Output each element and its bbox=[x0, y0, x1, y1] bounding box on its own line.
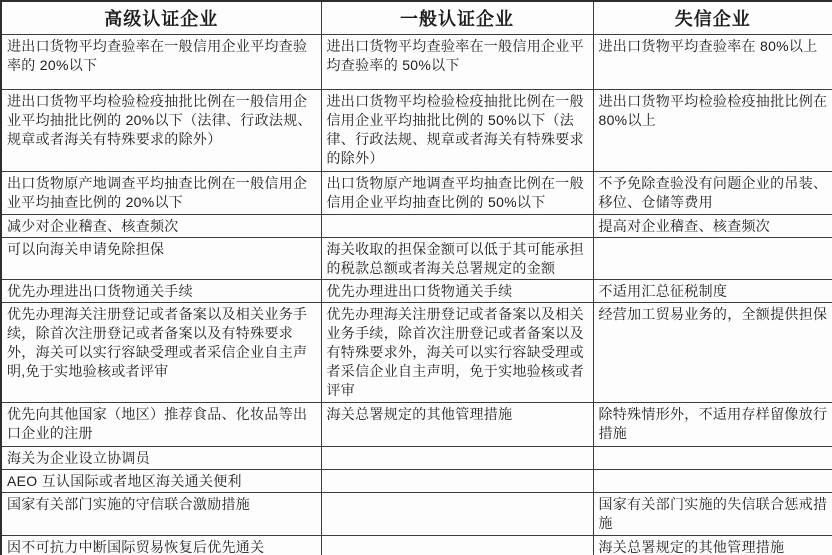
table-cell: 可以向海关申请免除担保 bbox=[1, 237, 321, 279]
table-cell: 因不可抗力中断国际贸易恢复后优先通关 bbox=[1, 535, 321, 555]
table-row bbox=[1, 492, 832, 535]
table-row bbox=[1, 171, 832, 214]
table-cell: 海关总署规定的其他管理措施 bbox=[321, 402, 593, 446]
table-cell: 进出口货物平均查验率在一般信用企业平均查验率的 50%以下 bbox=[321, 34, 593, 89]
table-cell: 海关总署规定的其他管理措施 bbox=[593, 535, 832, 555]
table-cell: 进出口货物平均检验检疫抽批比例在一般信用企业平均抽批比例的 20%以下（法律、行政法规、规章或者海关有特殊要求的除外） bbox=[1, 89, 321, 171]
table-cell: 不予免除查验没有问题企业的吊装、移位、仓储等费用 bbox=[593, 171, 832, 214]
table-cell bbox=[593, 446, 832, 469]
table-cell: 进出口货物平均检验检疫抽批比例在一般信用企业平均抽批比例的 50%以下（法律、行政法规、规章或者海关有特殊要求的除外） bbox=[321, 89, 593, 171]
column-header: 失信企业 bbox=[593, 1, 832, 34]
table-cell bbox=[321, 535, 593, 555]
table-cell: 进出口货物平均查验率在一般信用企业平均查验率的 20%以下 bbox=[1, 34, 321, 89]
table-cell: AEO 互认国际或者地区海关通关便利 bbox=[1, 469, 321, 492]
table-row bbox=[1, 214, 832, 237]
table-row bbox=[1, 535, 832, 555]
table-body bbox=[1, 34, 832, 555]
table-cell: 国家有关部门实施的守信联合激励措施 bbox=[1, 492, 321, 535]
table-cell: 海关为企业设立协调员 bbox=[1, 446, 321, 469]
table-cell: 经营加工贸易业务的，全额提供担保 bbox=[593, 302, 832, 402]
table-cell: 减少对企业稽查、核查频次 bbox=[1, 214, 321, 237]
table-row bbox=[1, 279, 832, 302]
table-cell: 出口货物原产地调查平均抽查比例在一般信用企业平均抽查比例的 20%以下 bbox=[1, 171, 321, 214]
table-cell bbox=[593, 469, 832, 492]
table-cell bbox=[321, 446, 593, 469]
table-cell: 优先办理海关注册登记或者备案以及相关业务手续，除首次注册登记或者备案以及有特殊要求外，海关可以实行容缺受理或者采信企业自主声明，免于实地验核或者评审 bbox=[321, 302, 593, 402]
table-cell: 除特殊情形外，不适用存样留像放行措施 bbox=[593, 402, 832, 446]
column-header: 一般认证企业 bbox=[321, 1, 593, 34]
table-cell bbox=[593, 237, 832, 279]
table-cell: 国家有关部门实施的失信联合惩戒措施 bbox=[593, 492, 832, 535]
column-header: 高级认证企业 bbox=[1, 1, 321, 34]
table-cell bbox=[321, 492, 593, 535]
table-row bbox=[1, 237, 832, 279]
table-cell bbox=[321, 214, 593, 237]
table-row bbox=[1, 446, 832, 469]
table-cell: 进出口货物平均查验率在 80%以上 bbox=[593, 34, 832, 89]
table-row bbox=[1, 34, 832, 89]
table-cell: 提高对企业稽查、核查频次 bbox=[593, 214, 832, 237]
table-row bbox=[1, 302, 832, 402]
table-cell: 出口货物原产地调查平均抽查比例在一般信用企业平均抽查比例的 50%以下 bbox=[321, 171, 593, 214]
table-row bbox=[1, 469, 832, 492]
table-cell: 优先办理海关注册登记或者备案以及相关业务手续，除首次注册登记或者备案以及有特殊要求外，海关可以实行容缺受理或者采信企业自主声明,免于实地验核或者评审 bbox=[1, 302, 321, 402]
table-cell: 不适用汇总征税制度 bbox=[593, 279, 832, 302]
table-cell: 海关收取的担保金额可以低于其可能承担的税款总额或者海关总署规定的金额 bbox=[321, 237, 593, 279]
table-cell bbox=[321, 469, 593, 492]
table-cell: 优先办理进出口货物通关手续 bbox=[321, 279, 593, 302]
header-row bbox=[1, 1, 832, 34]
table-row bbox=[1, 89, 832, 171]
table-cell: 优先向其他国家（地区）推荐食品、化妆品等出口企业的注册 bbox=[1, 402, 321, 446]
table-cell: 进出口货物平均检验检疫抽批比例在 80%以上 bbox=[593, 89, 832, 171]
table-cell: 优先办理进出口货物通关手续 bbox=[1, 279, 321, 302]
table-row bbox=[1, 402, 832, 446]
